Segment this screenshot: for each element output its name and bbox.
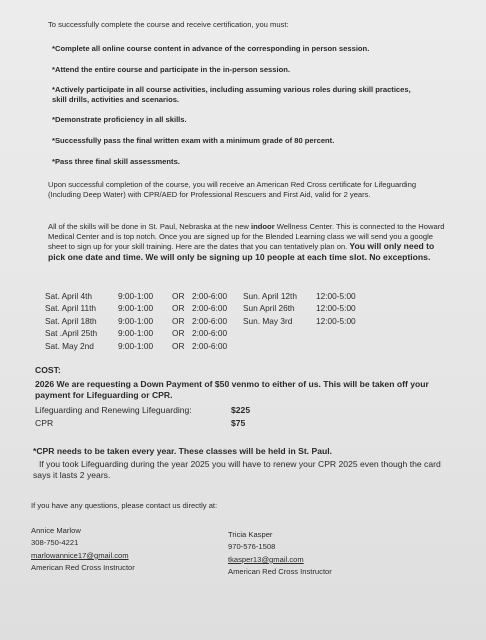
schedule-date: Sat. April 4th xyxy=(45,291,93,301)
down-payment-text: 2026 We are requesting a Down Payment of $50 venmo to either of us. This will be taken off your payment for Lifeguarding or CPR. xyxy=(35,379,429,400)
schedule-time-morning: 9:00-1:00 xyxy=(118,291,154,301)
requirement-5: *Successfully pass the final written exam with a minimum grade of 80 percent. xyxy=(52,136,335,145)
schedule-time-afternoon: 2:00-6:00 xyxy=(192,315,228,326)
schedule-date: Sat. April 18th xyxy=(45,315,97,326)
schedule-row xyxy=(45,340,240,352)
contact-intro: If you have any questions, please contact us directly at: xyxy=(31,501,218,510)
schedule-row xyxy=(45,290,240,302)
location-text-2: Wellness Center. This is connected to the Howard Medical Center and is top notch. Once you are signed up for the Blended Learning class we will send you a google sheet to sign up for your skill training. Here are the dates that you can tentatively plan on. xyxy=(48,222,445,252)
schedule-date: Sat .April 25th xyxy=(45,328,98,339)
schedule-row xyxy=(45,315,240,327)
contact-card-tricia xyxy=(228,529,332,579)
contact-email-link[interactable]: marlowannice17@gmail.com xyxy=(31,550,129,560)
schedule-row xyxy=(243,302,356,314)
schedule-date: Sat. April 11th xyxy=(45,303,97,314)
schedule-right xyxy=(243,290,356,327)
requirement-1: *Complete all online course content in advance of the corresponding in person session. xyxy=(52,44,370,53)
certificate-paragraph: Upon successful completion of the course, you will receive an American Red Cross certificate for Lifeguarding (Including Deep Water) with CPR/AED for Professional Rescuers and First Aid, valid for 2 years. xyxy=(48,180,417,199)
cpr-note-bold: *CPR needs to be taken every year. These classes will be held in St. Paul. xyxy=(33,446,332,456)
schedule-or: OR xyxy=(172,315,185,326)
location-paragraph xyxy=(48,222,450,263)
location-bold-indoor: indoor xyxy=(251,222,275,231)
schedule-or: OR xyxy=(172,291,185,301)
schedule-date: Sun. April 12th xyxy=(243,291,297,301)
schedule-time-afternoon: 2:00-6:00 xyxy=(192,340,228,351)
schedule-time-morning: 9:00-1:00 xyxy=(118,303,154,314)
schedule-time: 12:00-5:00 xyxy=(316,303,356,314)
schedule-row xyxy=(45,302,240,314)
contact-email-link[interactable]: tkasper13@gmail.com xyxy=(228,554,304,564)
requirement-6: *Pass three final skill assessments. xyxy=(52,157,180,166)
schedule-date: Sun April 26th xyxy=(243,303,295,314)
intro-text: To successfully complete the course and receive certification, you must: xyxy=(48,20,289,29)
schedule-left xyxy=(45,290,240,352)
schedule-row xyxy=(45,327,240,339)
schedule-time-afternoon: 2:00-6:00 xyxy=(192,303,228,314)
contact-card-annice xyxy=(31,525,135,575)
contact-title: American Red Cross Instructor xyxy=(228,567,332,577)
schedule-row xyxy=(243,315,356,327)
schedule-row xyxy=(243,290,356,302)
schedule-or: OR xyxy=(172,340,185,351)
schedule-or: OR xyxy=(172,328,185,339)
contact-phone: 308-750-4221 xyxy=(31,538,79,548)
schedule-time-morning: 9:00-1:00 xyxy=(118,328,154,339)
price-label-lifeguarding: Lifeguarding and Renewing Lifeguarding: xyxy=(35,405,192,415)
schedule-time: 12:00-5:00 xyxy=(316,315,356,326)
schedule-time-morning: 9:00-1:00 xyxy=(118,315,154,326)
location-text-1: All of the skills will be done in St. Paul, Nebraska at the new xyxy=(48,222,252,231)
price-cpr: $75 xyxy=(231,418,246,428)
contact-phone: 970-576-1508 xyxy=(228,542,276,552)
requirement-3: *Actively participate in all course activities, including assuming various roles during skill practices, skill drills, activities and scenarios. xyxy=(52,85,411,104)
schedule-time-afternoon: 2:00-6:00 xyxy=(192,291,228,301)
requirement-4: *Demonstrate proficiency in all skills. xyxy=(52,115,187,124)
schedule-date: Sun. May 3rd xyxy=(243,315,293,326)
contact-name: Annice Marlow xyxy=(31,526,81,535)
cost-heading: COST: xyxy=(35,365,61,375)
cpr-note: If you took Lifeguarding during the year 2025 you will have to renew your CPR 2025 even though the card says it lasts 2 years. xyxy=(33,459,441,480)
contact-title: American Red Cross Instructor xyxy=(31,563,135,573)
location-bold-signup: You will only need to pick one date and time. We will only be signing up 10 people at each time slot. No exceptions. xyxy=(48,241,435,263)
contact-name: Tricia Kasper xyxy=(228,530,273,539)
price-label-cpr: CPR xyxy=(35,418,54,428)
schedule-time-morning: 9:00-1:00 xyxy=(118,340,154,351)
schedule-time-afternoon: 2:00-6:00 xyxy=(192,328,228,339)
price-lifeguarding: $225 xyxy=(231,405,251,415)
schedule-or: OR xyxy=(172,303,185,314)
requirement-2: *Attend the entire course and participate in the in-person session. xyxy=(52,65,290,74)
schedule-time: 12:00-5:00 xyxy=(316,291,356,301)
schedule-date: Sat. May 2nd xyxy=(45,340,94,351)
